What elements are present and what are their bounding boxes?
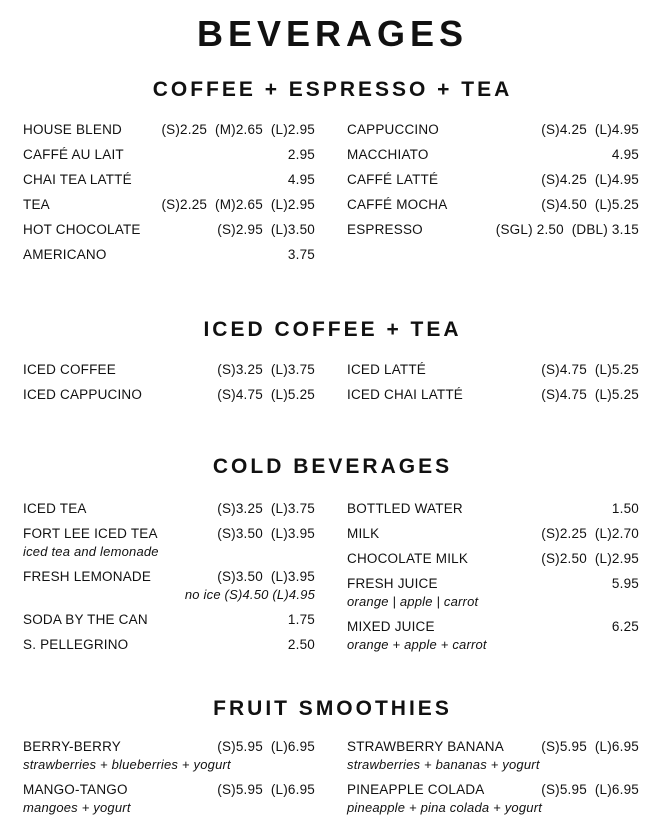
item-price: (S)2.50 (L)2.95 — [541, 551, 639, 566]
menu-item — [23, 221, 315, 239]
menu-item — [23, 171, 315, 189]
item-price: (S)5.95 (L)6.95 — [217, 739, 315, 754]
menu-item — [23, 500, 315, 518]
menu-item — [347, 386, 639, 404]
smoothies-left-column — [23, 738, 315, 816]
menu-item — [23, 246, 315, 264]
menu-item — [347, 618, 639, 653]
item-name: CHAI TEA LATTÉ — [23, 172, 132, 187]
menu-item — [347, 500, 639, 518]
item-price: 6.25 — [611, 619, 639, 634]
item-name: FORT LEE ICED TEA — [23, 526, 158, 541]
item-price: 5.95 — [611, 576, 639, 591]
item-name: CAFFÉ MOCHA — [347, 197, 448, 212]
item-price: (S)3.25 (L)3.75 — [217, 501, 315, 516]
section-title-fruit-smoothies: FRUIT SMOOTHIES — [213, 697, 452, 720]
item-description: mangoes + yogurt — [23, 800, 131, 815]
item-description: orange + apple + carrot — [347, 637, 487, 652]
cold-left-column — [23, 500, 315, 654]
item-price: (S)4.75 (L)5.25 — [541, 387, 639, 402]
menu-item — [23, 781, 315, 816]
menu-item — [347, 781, 639, 816]
item-price: (S)4.25 (L)4.95 — [541, 122, 639, 137]
menu-item — [347, 738, 639, 773]
menu-item — [23, 636, 315, 654]
menu-item — [23, 738, 315, 773]
item-price: (S)4.25 (L)4.95 — [541, 172, 639, 187]
section-title-cold-beverages: COLD BEVERAGES — [212, 455, 453, 478]
smoothies-right-column — [347, 738, 639, 816]
item-price: (S)3.50 (L)3.95 — [217, 569, 315, 584]
item-price: (S)2.95 (L)3.50 — [217, 222, 315, 237]
menu-item — [23, 121, 315, 139]
menu-item — [23, 568, 315, 603]
coffee-left-column — [23, 121, 315, 264]
item-price: (S)4.50 (L)5.25 — [541, 197, 639, 212]
menu-item — [23, 525, 315, 560]
item-price: 1.50 — [611, 501, 639, 516]
item-name: BOTTLED WATER — [347, 501, 463, 516]
item-name: MANGO-TANGO — [23, 782, 128, 797]
item-name: FRESH LEMONADE — [23, 569, 152, 584]
item-name: CHOCOLATE MILK — [347, 551, 469, 566]
item-name: BERRY-BERRY — [23, 739, 121, 754]
item-name: ICED TEA — [23, 501, 87, 516]
item-name: ICED LATTÉ — [347, 362, 427, 377]
menu-item — [23, 386, 315, 404]
page-title: BEVERAGES — [196, 13, 469, 54]
item-description: strawberries + blueberries + yogurt — [23, 757, 231, 772]
menu-item — [23, 611, 315, 629]
item-price: (S)2.25 (L)2.70 — [541, 526, 639, 541]
menu-item — [347, 550, 639, 568]
coffee-right-column — [347, 121, 639, 239]
item-price: (S)5.95 (L)6.95 — [217, 782, 315, 797]
item-price: 1.75 — [287, 612, 315, 627]
item-name: ICED COFFEE — [23, 362, 116, 377]
item-price: 3.75 — [287, 247, 315, 262]
item-price: (S)4.75 (L)5.25 — [541, 362, 639, 377]
item-name: MILK — [347, 526, 380, 541]
item-name: STRAWBERRY BANANA — [347, 739, 504, 754]
menu-item — [347, 121, 639, 139]
item-name: HOUSE BLEND — [23, 122, 122, 137]
item-price: (S)2.25 (M)2.65 (L)2.95 — [161, 122, 315, 137]
iced-left-column — [23, 361, 315, 404]
item-price: 2.50 — [287, 637, 315, 652]
item-name: CAFFÉ LATTÉ — [347, 172, 439, 187]
item-name: TEA — [23, 197, 50, 212]
item-name: MACCHIATO — [347, 147, 429, 162]
item-name: AMERICANO — [23, 247, 107, 262]
item-note: no ice (S)4.50 (L)4.95 — [184, 587, 315, 602]
item-price: 4.95 — [611, 147, 639, 162]
item-name: FRESH JUICE — [347, 576, 438, 591]
item-price: (S)5.95 (L)6.95 — [541, 782, 639, 797]
menu-item — [347, 575, 639, 610]
iced-right-column — [347, 361, 639, 404]
item-price: (S)3.25 (L)3.75 — [217, 362, 315, 377]
menu-item — [23, 146, 315, 164]
item-name: ICED CHAI LATTÉ — [347, 387, 464, 402]
menu-item — [347, 525, 639, 543]
menu-item — [23, 361, 315, 379]
menu-item — [347, 171, 639, 189]
item-price: 2.95 — [287, 147, 315, 162]
section-title-coffee-espresso-tea: COFFEE + ESPRESSO + TEA — [152, 78, 513, 101]
item-name: ICED CAPPUCINO — [23, 387, 143, 402]
item-description: pineapple + pina colada + yogurt — [347, 800, 543, 815]
item-name: CAPPUCCINO — [347, 122, 440, 137]
item-price: (S)3.50 (L)3.95 — [217, 526, 315, 541]
item-name: SODA BY THE CAN — [23, 612, 148, 627]
item-name: ESPRESSO — [347, 222, 423, 237]
menu-item — [23, 196, 315, 214]
item-name: CAFFÉ AU LAIT — [23, 147, 124, 162]
item-price: (S)4.75 (L)5.25 — [217, 387, 315, 402]
item-name: PINEAPPLE COLADA — [347, 782, 485, 797]
item-price: (SGL) 2.50 (DBL) 3.15 — [495, 222, 639, 237]
cold-right-column — [347, 500, 639, 653]
item-name: S. PELLEGRINO — [23, 637, 129, 652]
item-price: 4.95 — [287, 172, 315, 187]
item-description: iced tea and lemonade — [23, 544, 159, 559]
item-price: (S)2.25 (M)2.65 (L)2.95 — [161, 197, 315, 212]
menu-item — [347, 196, 639, 214]
item-description: strawberries + bananas + yogurt — [347, 757, 540, 772]
item-description: orange | apple | carrot — [347, 594, 479, 609]
menu-item — [347, 361, 639, 379]
menu-item — [347, 221, 639, 239]
menu-item — [347, 146, 639, 164]
item-name: HOT CHOCOLATE — [23, 222, 141, 237]
item-price: (S)5.95 (L)6.95 — [541, 739, 639, 754]
section-title-iced-coffee-tea: ICED COFFEE + TEA — [203, 318, 462, 341]
item-name: MIXED JUICE — [347, 619, 435, 634]
